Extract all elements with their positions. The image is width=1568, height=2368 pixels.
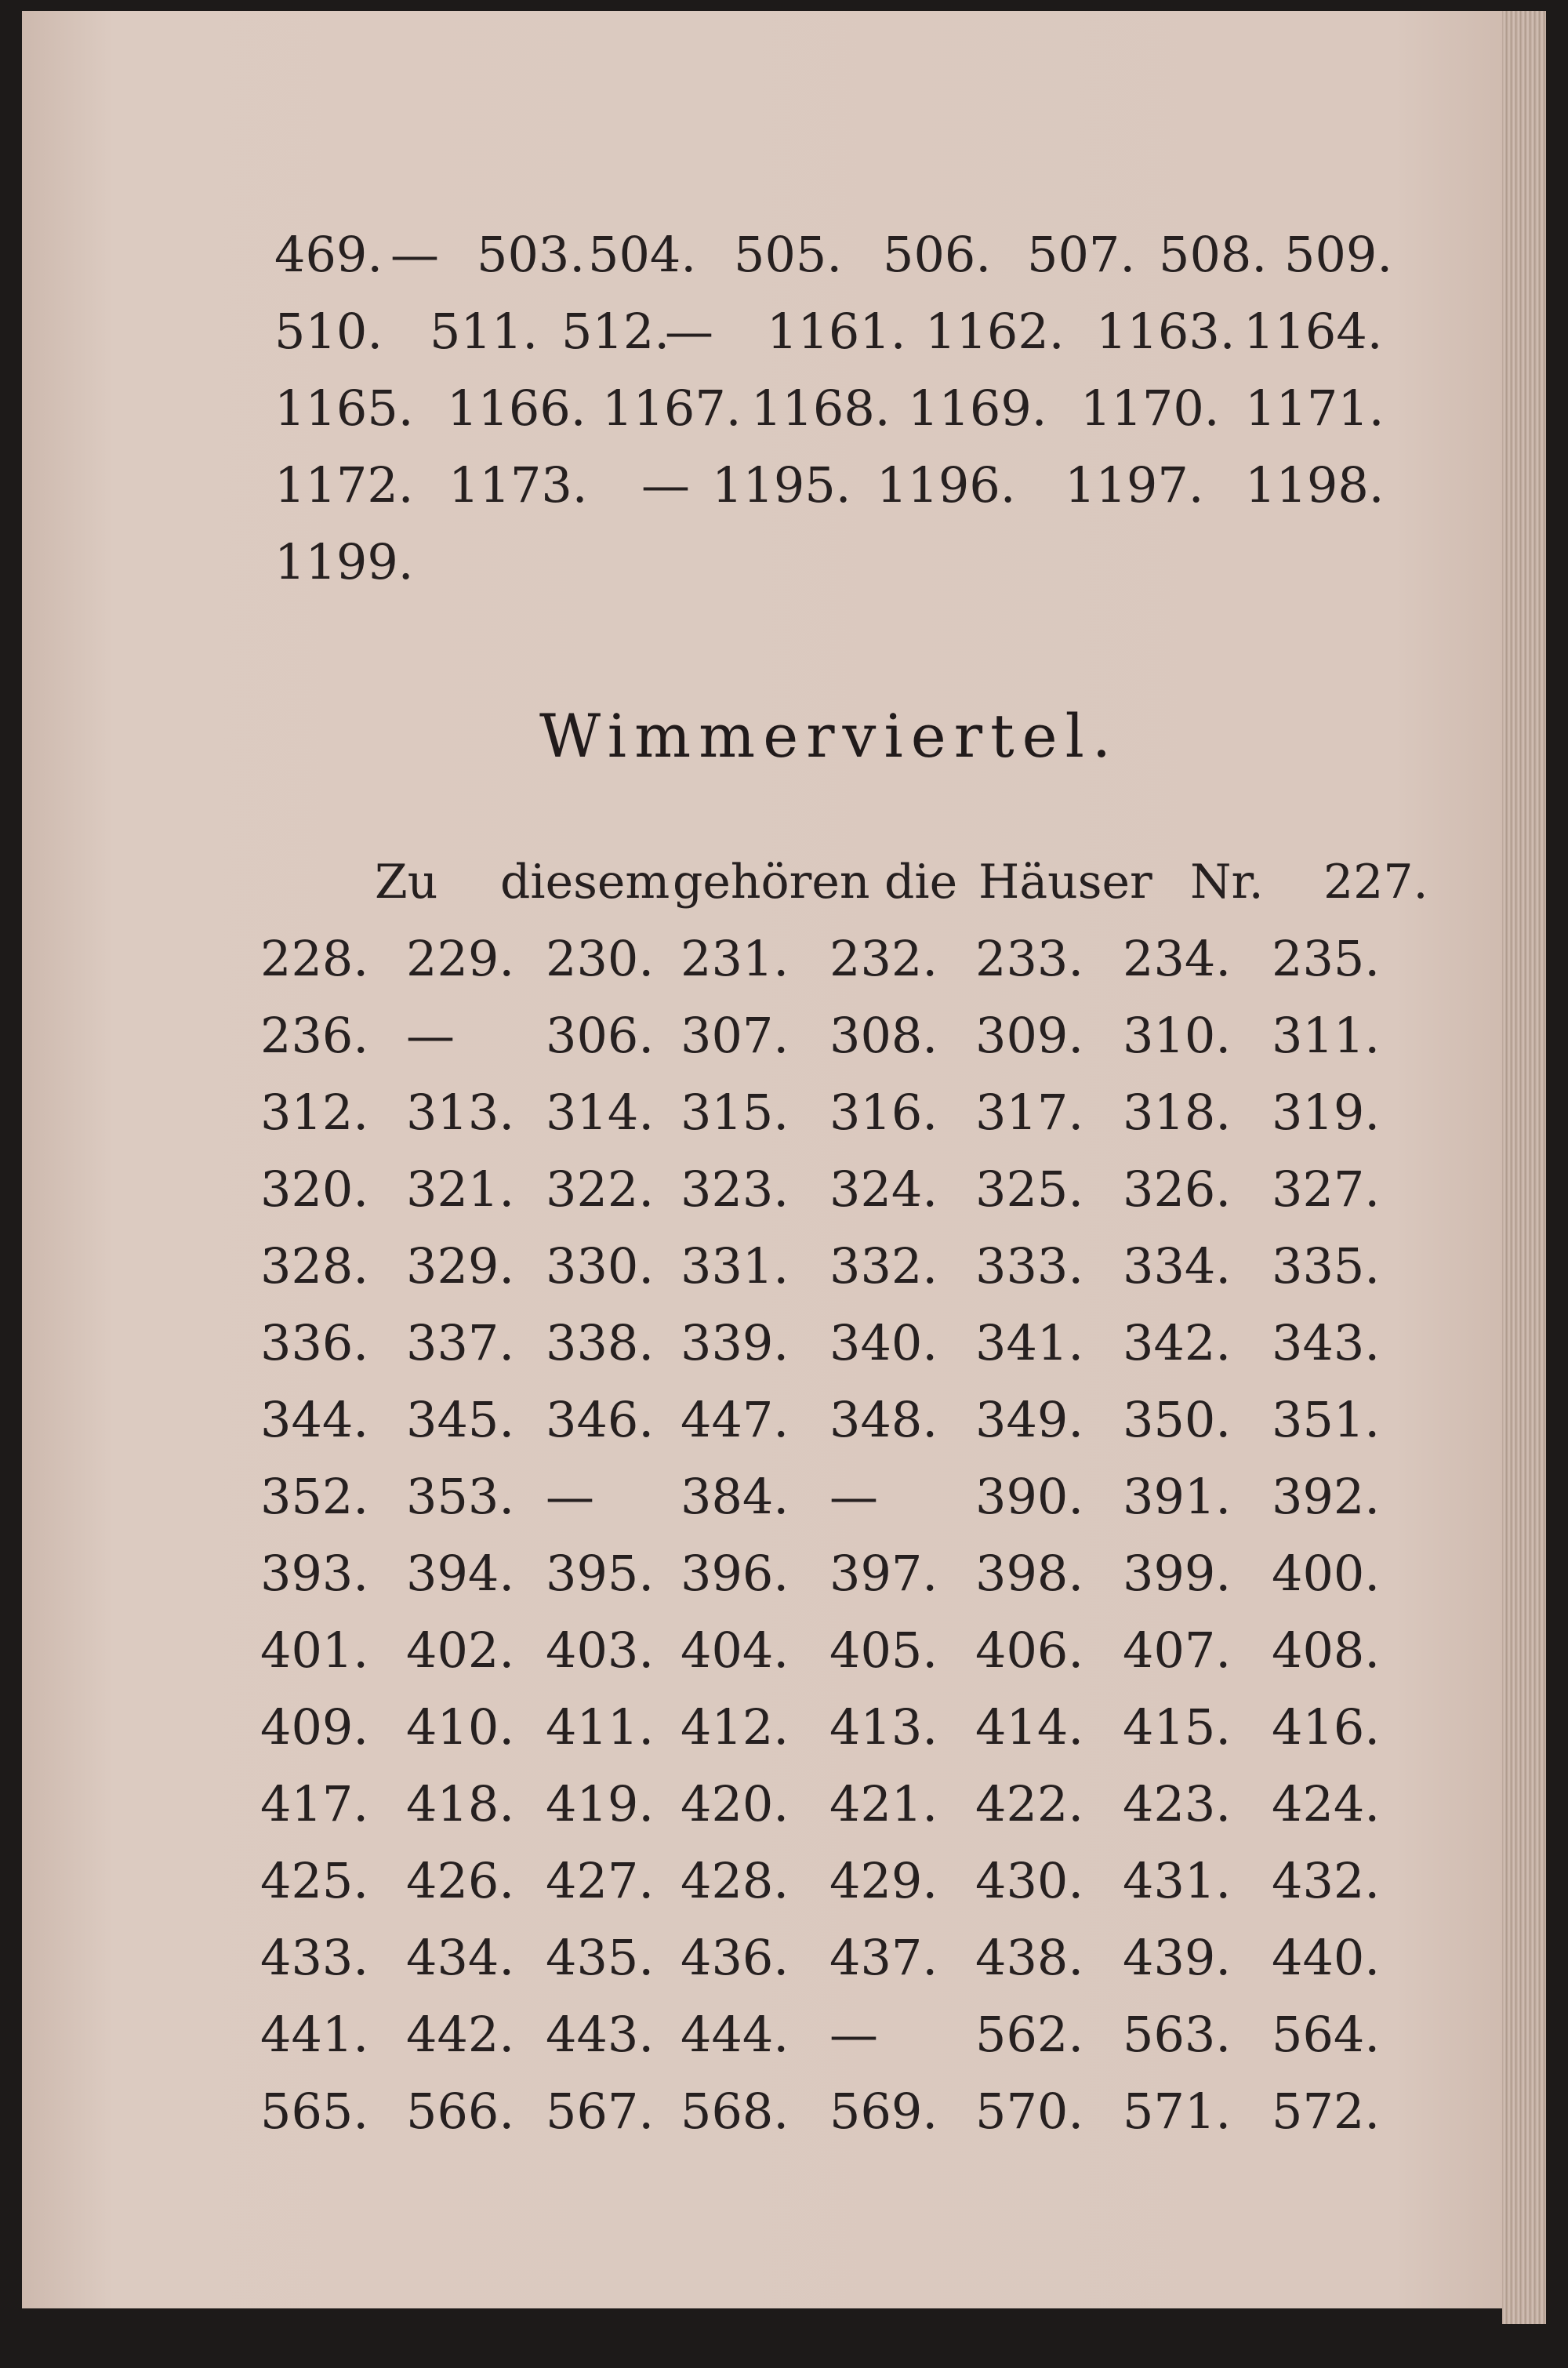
house-number: 232. — [829, 930, 938, 987]
house-number: 394. — [406, 1545, 515, 1602]
text-line — [22, 1228, 1546, 1305]
house-number: 509. — [1284, 226, 1393, 283]
house-number: 565. — [260, 2083, 369, 2140]
house-number: 417. — [260, 1775, 369, 1832]
house-number: 327. — [1272, 1160, 1381, 1218]
house-number: 324. — [829, 1160, 938, 1218]
house-number: 508. — [1159, 226, 1268, 283]
house-number: 572. — [1272, 2083, 1381, 2140]
house-number: 438. — [975, 1929, 1084, 1986]
house-number: 1199. — [274, 533, 414, 590]
house-number: 435. — [546, 1929, 655, 1986]
house-number: 434. — [406, 1929, 515, 1986]
house-number: 429. — [829, 1852, 938, 1909]
house-number: 325. — [975, 1160, 1084, 1218]
house-number: 1167. — [602, 380, 742, 437]
house-number: 330. — [546, 1237, 655, 1295]
house-number: 321. — [406, 1160, 515, 1218]
house-number: 414. — [975, 1698, 1084, 1756]
house-number: 398. — [975, 1545, 1084, 1602]
text-line — [22, 2073, 1546, 2150]
house-number: 315. — [681, 1084, 789, 1141]
house-number: 306. — [546, 1007, 655, 1064]
intro-word: Häuser — [978, 855, 1152, 910]
house-number: 338. — [546, 1314, 655, 1371]
house-number: 236. — [260, 1007, 369, 1064]
text-line — [22, 997, 1546, 1074]
house-number: 336. — [260, 1314, 369, 1371]
house-number: 426. — [406, 1852, 515, 1909]
house-number: 391. — [1123, 1468, 1232, 1525]
house-number: 428. — [681, 1852, 789, 1909]
house-number: 410. — [406, 1698, 515, 1756]
house-number: 564. — [1272, 2006, 1381, 2063]
house-number: 571. — [1123, 2083, 1232, 2140]
house-number: 322. — [546, 1160, 655, 1218]
house-number: 332. — [829, 1237, 938, 1295]
house-number: 416. — [1272, 1698, 1381, 1756]
house-number: 419. — [546, 1775, 655, 1832]
house-number: 439. — [1123, 1929, 1232, 1986]
text-line — [22, 1689, 1546, 1766]
house-number: 352. — [260, 1468, 369, 1525]
house-number: 504. — [588, 226, 697, 283]
house-number: 400. — [1272, 1545, 1381, 1602]
house-number: 404. — [681, 1622, 789, 1679]
house-number: 1197. — [1065, 456, 1204, 514]
house-number: 469. — [274, 226, 383, 283]
book-page — [22, 11, 1546, 2308]
house-number: 390. — [975, 1468, 1084, 1525]
house-number: 1196. — [877, 456, 1016, 514]
house-number: 407. — [1123, 1622, 1232, 1679]
house-number: 349. — [975, 1391, 1084, 1448]
house-number: 441. — [260, 2006, 369, 2063]
house-number: 423. — [1123, 1775, 1232, 1832]
house-number: 411. — [546, 1698, 655, 1756]
house-number: 401. — [260, 1622, 369, 1679]
house-number: 510. — [274, 303, 383, 360]
text-line — [22, 216, 1546, 293]
house-number: 436. — [681, 1929, 789, 1986]
house-number: 396. — [681, 1545, 789, 1602]
text-line — [22, 524, 1546, 601]
intro-word: 227. — [1323, 855, 1428, 910]
house-number: 433. — [260, 1929, 369, 1986]
text-line — [22, 1996, 1546, 2073]
house-number: 326. — [1123, 1160, 1232, 1218]
house-number: 427. — [546, 1852, 655, 1909]
house-number: 442. — [406, 2006, 515, 2063]
house-number: 412. — [681, 1698, 789, 1756]
house-number: 343. — [1272, 1314, 1381, 1371]
house-number: 353. — [406, 1468, 515, 1525]
house-number: 413. — [829, 1698, 938, 1756]
house-number: 1162. — [925, 303, 1065, 360]
house-number: 341. — [975, 1314, 1084, 1371]
house-number: 345. — [406, 1391, 515, 1448]
range-dash: — — [390, 226, 439, 283]
house-number: 403. — [546, 1622, 655, 1679]
house-number: 318. — [1123, 1084, 1232, 1141]
house-number: 312. — [260, 1084, 369, 1141]
house-number: 563. — [1123, 2006, 1232, 2063]
house-number: 310. — [1123, 1007, 1232, 1064]
range-dash: — — [406, 1007, 455, 1064]
house-number: 409. — [260, 1698, 369, 1756]
intro-word: diesem — [500, 855, 670, 910]
text-line — [22, 1612, 1546, 1689]
house-number: 317. — [975, 1084, 1084, 1141]
house-number: 1170. — [1080, 380, 1220, 437]
house-number: 334. — [1123, 1237, 1232, 1295]
house-number: 229. — [406, 930, 515, 987]
range-dash: — — [665, 303, 713, 360]
house-number: 505. — [734, 226, 843, 283]
house-number: 235. — [1272, 930, 1381, 987]
house-number: 415. — [1123, 1698, 1232, 1756]
house-number: 1161. — [767, 303, 906, 360]
text-line — [22, 1382, 1546, 1458]
house-number: 562. — [975, 2006, 1084, 2063]
house-number: 337. — [406, 1314, 515, 1371]
house-number: 314. — [546, 1084, 655, 1141]
range-dash: — — [546, 1468, 594, 1525]
house-number: 443. — [546, 2006, 655, 2063]
intro-word: die — [884, 855, 958, 910]
intro-word: Nr. — [1190, 855, 1264, 910]
house-number: 405. — [829, 1622, 938, 1679]
house-number: 350. — [1123, 1391, 1232, 1448]
house-number: 568. — [681, 2083, 789, 2140]
house-number: 1172. — [274, 456, 414, 514]
house-number: 1169. — [908, 380, 1047, 437]
house-number: 233. — [975, 930, 1084, 987]
house-number: 406. — [975, 1622, 1084, 1679]
house-number: 339. — [681, 1314, 789, 1371]
house-number: 234. — [1123, 930, 1232, 987]
house-number: 570. — [975, 2083, 1084, 2140]
range-dash: — — [829, 1468, 878, 1525]
house-number: 309. — [975, 1007, 1084, 1064]
house-number: 328. — [260, 1237, 369, 1295]
house-number: 230. — [546, 930, 655, 987]
house-number: 418. — [406, 1775, 515, 1832]
house-number: 340. — [829, 1314, 938, 1371]
house-number: 421. — [829, 1775, 938, 1832]
house-number: 506. — [883, 226, 992, 283]
house-number: 425. — [260, 1852, 369, 1909]
house-number: 1164. — [1243, 303, 1383, 360]
house-number: 503. — [477, 226, 586, 283]
house-number: 1168. — [751, 380, 891, 437]
house-number: 430. — [975, 1852, 1084, 1909]
house-number: 432. — [1272, 1852, 1381, 1909]
house-number: 335. — [1272, 1237, 1381, 1295]
house-number: 308. — [829, 1007, 938, 1064]
house-number: 424. — [1272, 1775, 1381, 1832]
text-line — [22, 293, 1546, 370]
house-number: 231. — [681, 930, 789, 987]
house-number: 397. — [829, 1545, 938, 1602]
house-number: 346. — [546, 1391, 655, 1448]
intro-word: Zu — [375, 855, 438, 910]
house-number: 313. — [406, 1084, 515, 1141]
house-number: 307. — [681, 1007, 789, 1064]
house-number: 344. — [260, 1391, 369, 1448]
house-number: 393. — [260, 1545, 369, 1602]
house-number: 351. — [1272, 1391, 1381, 1448]
house-number: 1195. — [712, 456, 851, 514]
house-number: 392. — [1272, 1468, 1381, 1525]
text-line — [22, 1535, 1546, 1612]
house-number: 1173. — [448, 456, 588, 514]
house-number: 512. — [561, 303, 670, 360]
text-line — [22, 921, 1546, 997]
house-number: 1198. — [1245, 456, 1385, 514]
house-number: 566. — [406, 2083, 515, 2140]
range-dash: — — [641, 456, 690, 514]
house-number: 402. — [406, 1622, 515, 1679]
house-number: 348. — [829, 1391, 938, 1448]
house-number: 331. — [681, 1237, 789, 1295]
house-number: 342. — [1123, 1314, 1232, 1371]
house-number: 1166. — [447, 380, 586, 437]
house-number: 228. — [260, 930, 369, 987]
text-line — [22, 1074, 1546, 1151]
house-number: 319. — [1272, 1084, 1381, 1141]
house-number: 320. — [260, 1160, 369, 1218]
house-number: 569. — [829, 2083, 938, 2140]
section-heading: Wimmerviertel. — [539, 701, 1120, 771]
house-number: 333. — [975, 1237, 1084, 1295]
house-number: 447. — [681, 1391, 789, 1448]
intro-word: gehören — [673, 855, 870, 910]
house-number: 567. — [546, 2083, 655, 2140]
house-number: 316. — [829, 1084, 938, 1141]
house-number: 431. — [1123, 1852, 1232, 1909]
house-number: 437. — [829, 1929, 938, 1986]
text-line — [22, 1458, 1546, 1535]
section-intro-line — [22, 844, 1546, 921]
house-number: 329. — [406, 1237, 515, 1295]
house-number: 511. — [430, 303, 539, 360]
house-number: 422. — [975, 1775, 1084, 1832]
house-number: 311. — [1272, 1007, 1381, 1064]
house-number: 1165. — [274, 380, 414, 437]
house-number: 323. — [681, 1160, 789, 1218]
house-number: 395. — [546, 1545, 655, 1602]
house-number: 444. — [681, 2006, 789, 2063]
house-number: 1163. — [1096, 303, 1236, 360]
text-line — [22, 1305, 1546, 1382]
text-line — [22, 1766, 1546, 1843]
text-line — [22, 1843, 1546, 1919]
house-number: 384. — [681, 1468, 789, 1525]
house-number: 1171. — [1245, 380, 1385, 437]
range-dash: — — [829, 2006, 878, 2063]
text-line — [22, 447, 1546, 524]
text-line — [22, 1919, 1546, 1996]
house-number: 507. — [1027, 226, 1136, 283]
text-line — [22, 370, 1546, 447]
house-number: 440. — [1272, 1929, 1381, 1986]
text-line — [22, 1151, 1546, 1228]
house-number: 420. — [681, 1775, 789, 1832]
house-number: 408. — [1272, 1622, 1381, 1679]
house-number: 399. — [1123, 1545, 1232, 1602]
